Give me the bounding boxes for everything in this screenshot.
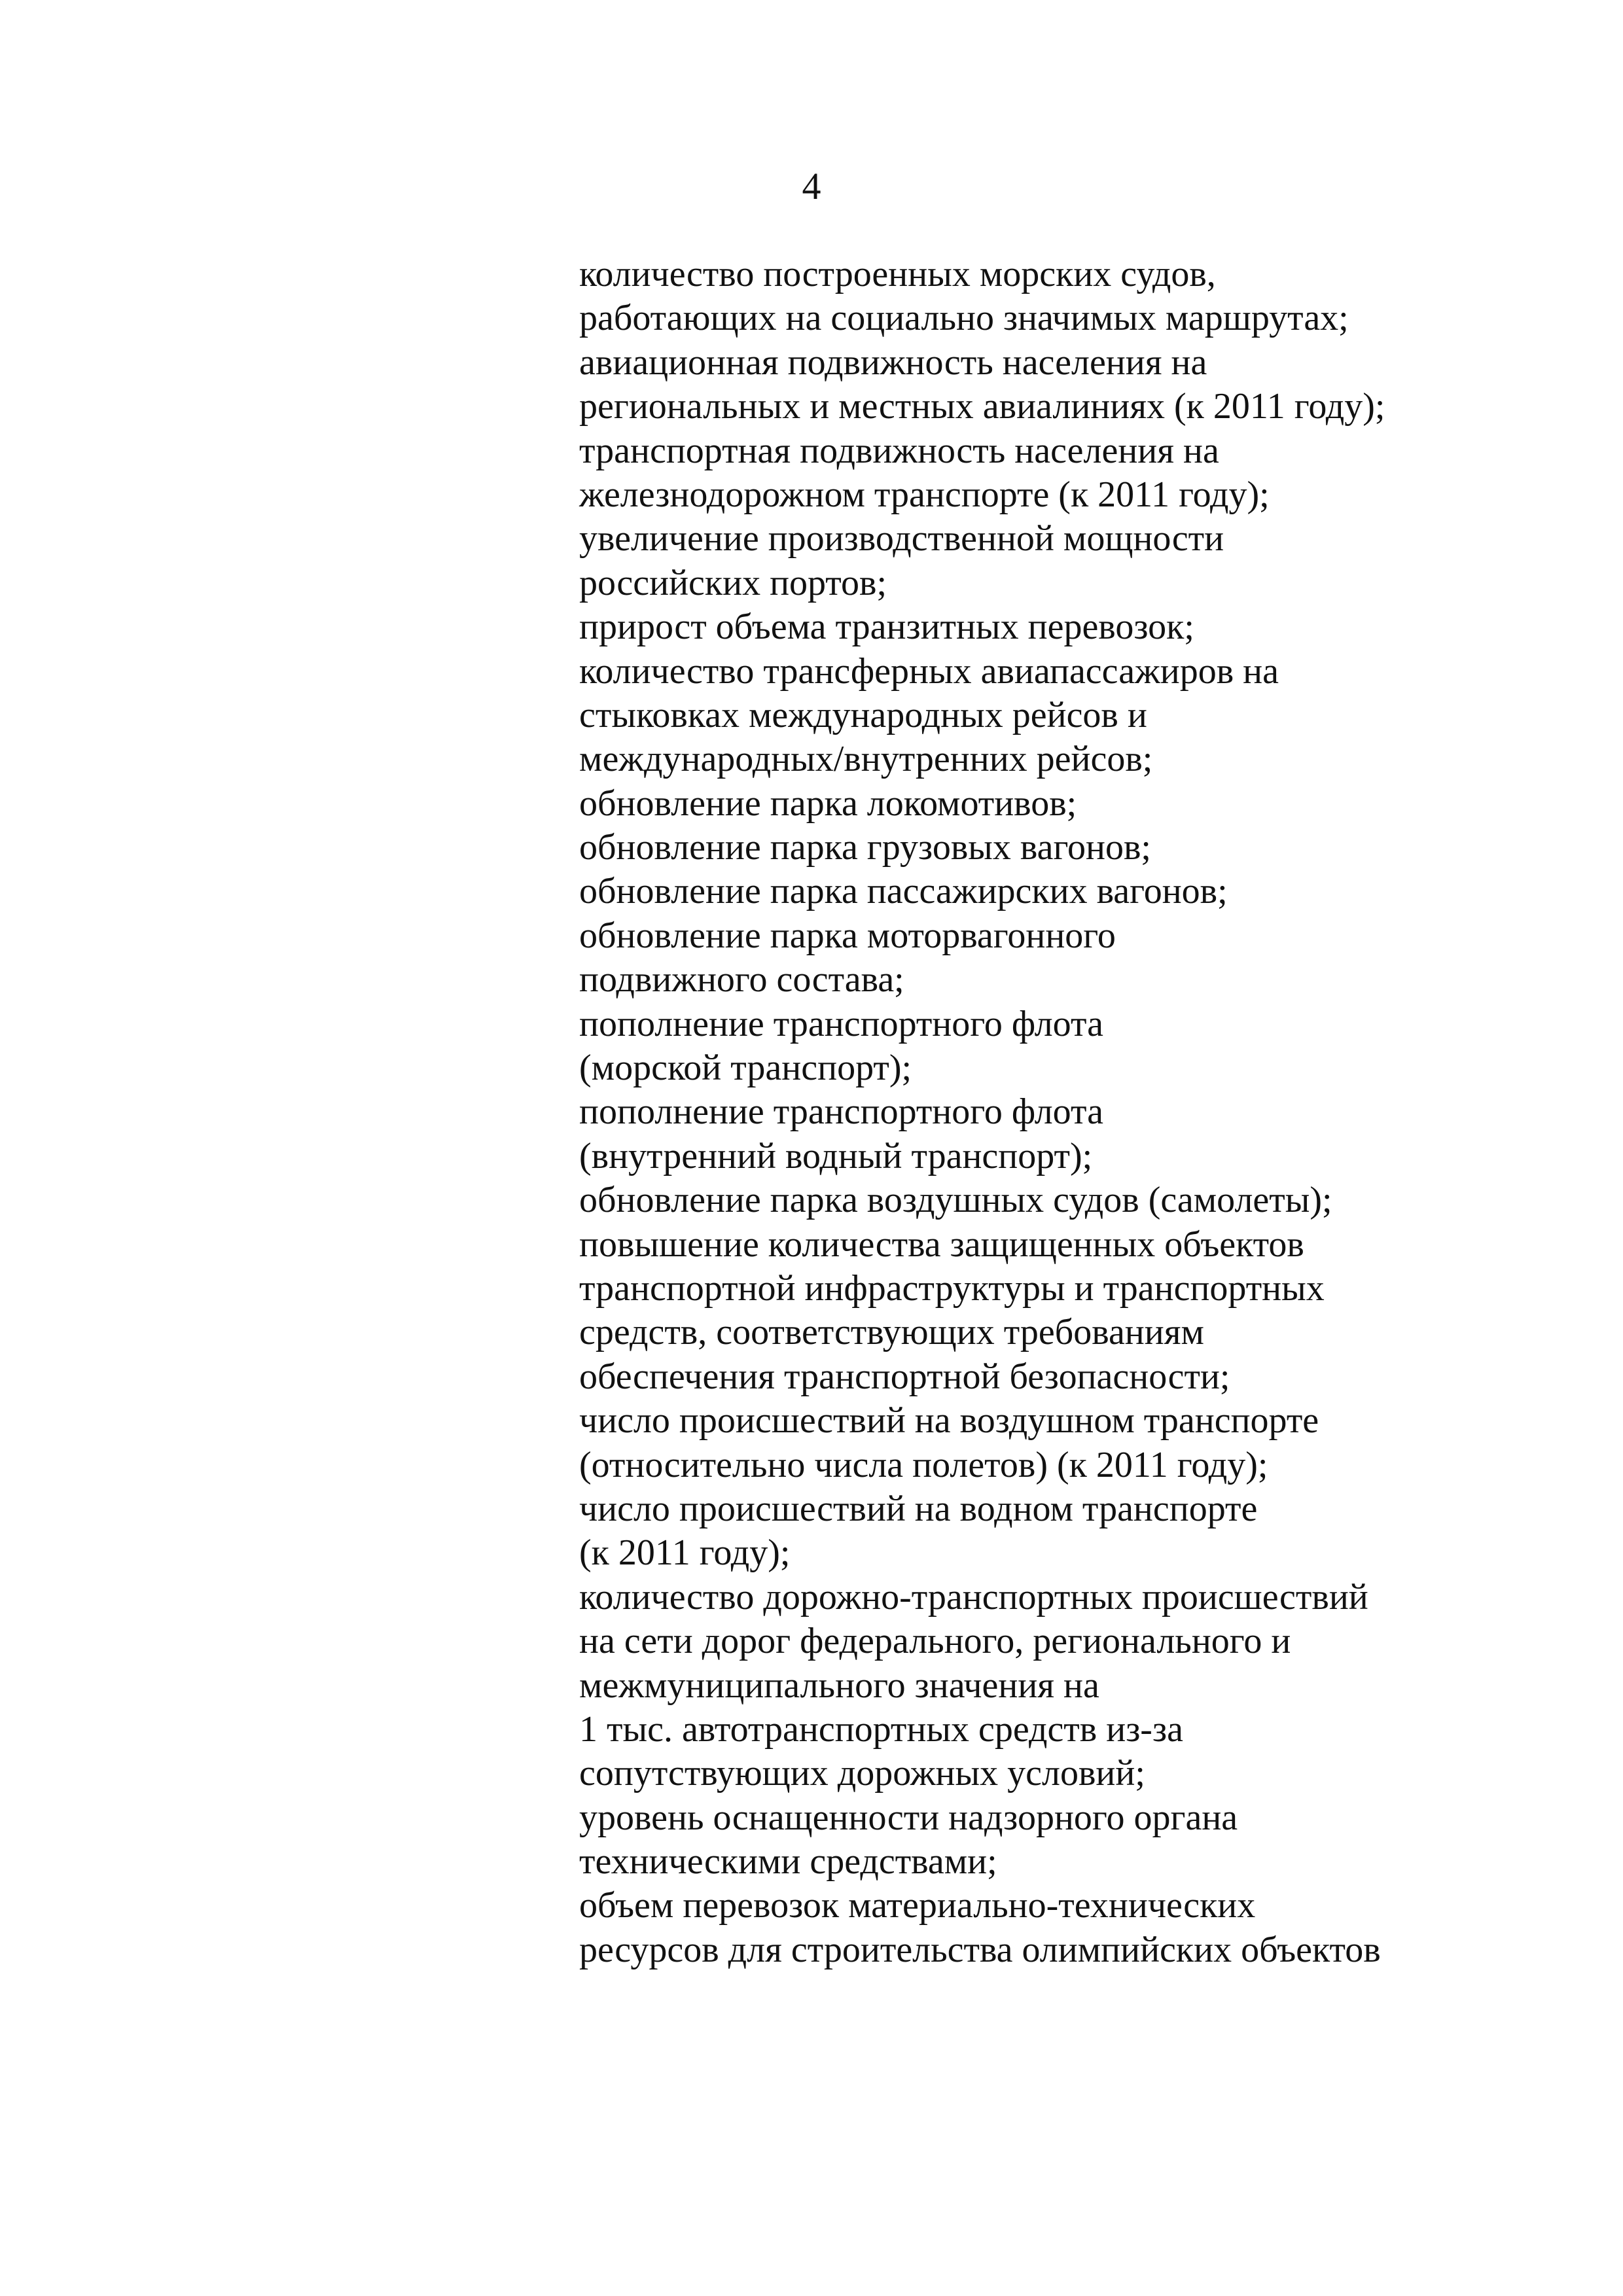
- text-line: обеспечения транспортной безопасности;: [579, 1356, 1230, 1397]
- text-line: увеличение производственной мощности: [579, 518, 1224, 559]
- text-line: региональных и местных авиалиниях (к 2011 году);: [579, 386, 1385, 427]
- text-line: количество построенных морских судов,: [579, 254, 1216, 294]
- text-line: железнодорожном транспорте (к 2011 году);: [579, 474, 1270, 515]
- text-line: работающих на социально значимых маршрутах;: [579, 298, 1349, 339]
- text-line: число происшествий на воздушном транспорте: [579, 1400, 1319, 1441]
- indicator-list: [579, 253, 1495, 1972]
- text-line: обновление парка воздушных судов (самолеты);: [579, 1180, 1332, 1221]
- text-line: на сети дорог федерального, регионального и: [579, 1621, 1291, 1662]
- text-line: обновление парка локомотивов;: [579, 783, 1077, 824]
- text-line: обновление парка грузовых вагонов;: [579, 827, 1151, 868]
- text-line: транспортной инфраструктуры и транспортных: [579, 1267, 1325, 1309]
- text-line: уровень оснащенности надзорного органа: [579, 1797, 1238, 1838]
- text-line: российских портов;: [579, 562, 887, 603]
- text-line: (внутренний водный транспорт);: [579, 1135, 1093, 1176]
- text-line: подвижного состава;: [579, 959, 904, 1000]
- text-line: количество дорожно-транспортных происшествий: [579, 1576, 1368, 1617]
- text-line: пополнение транспортного флота: [579, 1003, 1103, 1044]
- text-line: число происшествий на водном транспорте: [579, 1488, 1258, 1529]
- text-line: количество трансферных авиапассажиров на: [579, 650, 1279, 692]
- text-line: прирост объема транзитных перевозок;: [579, 607, 1194, 648]
- text-line: 1 тыс. автотранспортных средств из-за: [579, 1708, 1183, 1750]
- text-line: обновление парка пассажирских вагонов;: [579, 871, 1228, 912]
- text-line: пополнение транспортного флота: [579, 1091, 1103, 1133]
- text-line: объем перевозок материально-технических: [579, 1885, 1256, 1926]
- text-line: (относительно числа полетов) (к 2011 году);: [579, 1444, 1268, 1485]
- text-line: межмуниципального значения на: [579, 1665, 1099, 1706]
- text-line: стыковках международных рейсов и: [579, 694, 1147, 735]
- text-line: авиационная подвижность населения на: [579, 342, 1207, 383]
- text-line: повышение количества защищенных объектов: [579, 1224, 1304, 1265]
- text-line: ресурсов для строительства олимпийских объектов: [579, 1929, 1381, 1970]
- text-line: сопутствующих дорожных условий;: [579, 1753, 1145, 1794]
- text-line: (морской транспорт);: [579, 1048, 912, 1089]
- text-line: транспортная подвижность населения на: [579, 430, 1219, 471]
- text-line: (к 2011 году);: [579, 1532, 791, 1574]
- text-line: обновление парка моторвагонного: [579, 915, 1116, 956]
- text-line: техническими средствами;: [579, 1841, 997, 1882]
- text-line: международных/внутренних рейсов;: [579, 739, 1153, 780]
- text-line: средств, соответствующих требованиям: [579, 1312, 1204, 1353]
- page-number: 4: [802, 165, 821, 207]
